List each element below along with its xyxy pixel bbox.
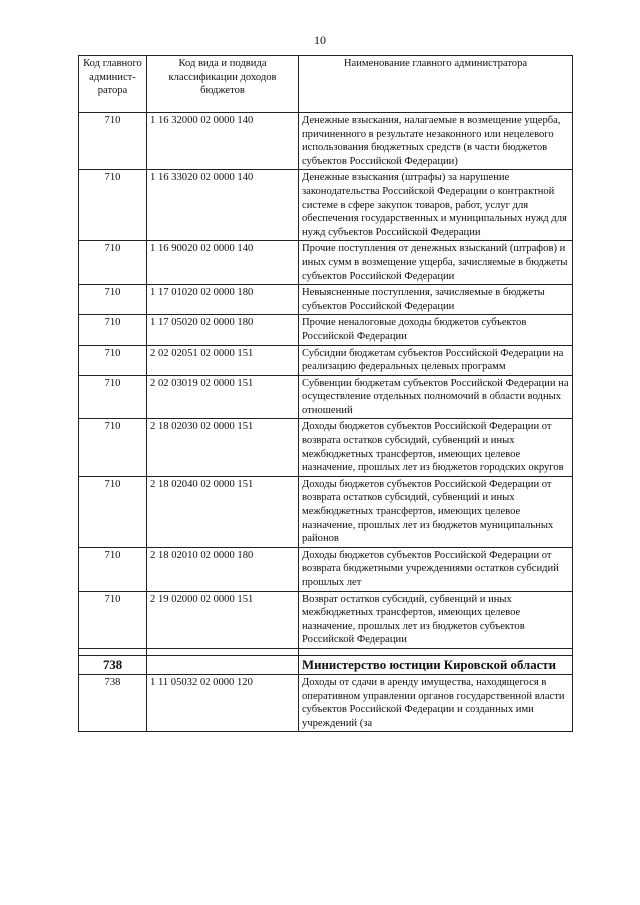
admin-code-cell: 710 <box>79 591 147 648</box>
income-code-cell: 1 16 33020 02 0000 140 <box>147 170 299 241</box>
table-row <box>79 170 573 241</box>
spacer-cell <box>79 648 147 655</box>
table-row <box>79 113 573 170</box>
table-row <box>79 591 573 648</box>
admin-name-cell: Министерство юстиции Кировской области <box>299 655 573 674</box>
admin-name-cell: Невыясненные поступления, зачисляемые в бюджеты субъектов Российской Федерации <box>299 285 573 315</box>
admin-name-cell: Доходы от сдачи в аренду имущества, находящегося в оперативном управлении органов государственной власти субъектов Российской Федерации и созданных ими учреждений (за <box>299 674 573 731</box>
income-code-cell: 1 17 01020 02 0000 180 <box>147 285 299 315</box>
table-row <box>79 476 573 547</box>
admin-code-cell: 710 <box>79 241 147 285</box>
table-header-row <box>79 56 573 113</box>
table-row <box>79 547 573 591</box>
admin-code-cell: 710 <box>79 113 147 170</box>
admin-name-cell: Субвенции бюджетам субъектов Российской Федерации на осуществление отдельных полномочий в области водных отношений <box>299 375 573 419</box>
page-number: 10 <box>314 33 326 47</box>
income-administrators-table <box>78 55 573 732</box>
table-row <box>79 375 573 419</box>
income-code-cell: 2 18 02010 02 0000 180 <box>147 547 299 591</box>
admin-name-cell: Прочие неналоговые доходы бюджетов субъектов Российской Федерации <box>299 315 573 345</box>
income-code-cell: 1 16 32000 02 0000 140 <box>147 113 299 170</box>
table-body <box>79 113 573 732</box>
admin-name-cell: Прочие поступления от денежных взысканий (штрафов) и иных сумм в возмещение ущерба, зачисляемые в бюджеты субъектов Российской Федерации <box>299 241 573 285</box>
admin-code-cell: 738 <box>79 674 147 731</box>
section-spacer-row <box>79 648 573 655</box>
income-code-cell: 2 18 02030 02 0000 151 <box>147 419 299 476</box>
admin-name-cell: Денежные взыскания, налагаемые в возмещение ущерба, причиненного в результате незаконного или нецелевого использования бюджетных средств (в части бюджетов субъектов Российской Федерации) <box>299 113 573 170</box>
table-row <box>79 241 573 285</box>
table-row <box>79 285 573 315</box>
admin-code-cell: 710 <box>79 419 147 476</box>
admin-code-cell: 710 <box>79 476 147 547</box>
income-code-cell: 2 02 03019 02 0000 151 <box>147 375 299 419</box>
table-row <box>79 419 573 476</box>
income-code-cell <box>147 655 299 674</box>
header-income-code: Код вида и подвида классификации доходов бюджетов <box>147 56 299 113</box>
table-row <box>79 345 573 375</box>
income-code-cell: 2 19 02000 02 0000 151 <box>147 591 299 648</box>
table-row <box>79 315 573 345</box>
table-row <box>79 674 573 731</box>
spacer-cell <box>147 648 299 655</box>
admin-code-cell: 710 <box>79 375 147 419</box>
admin-name-cell: Возврат остатков субсидий, субвенций и иных межбюджетных трансфертов, имеющих целевое назначение, прошлых лет из бюджетов субъектов Российской Федерации <box>299 591 573 648</box>
spacer-cell <box>299 648 573 655</box>
section-header-row <box>79 655 573 674</box>
income-code-cell: 2 18 02040 02 0000 151 <box>147 476 299 547</box>
admin-name-cell: Доходы бюджетов субъектов Российской Федерации от возврата бюджетными учреждениями остатков субсидий прошлых лет <box>299 547 573 591</box>
admin-code-cell: 738 <box>79 655 147 674</box>
admin-name-cell: Доходы бюджетов субъектов Российской Федерации от возврата остатков субсидий, субвенций и иных межбюджетных трансфертов, имеющих целевое назначение, прошлых лет из бюджетов муниципальных районов <box>299 476 573 547</box>
admin-code-cell: 710 <box>79 547 147 591</box>
admin-code-cell: 710 <box>79 170 147 241</box>
admin-name-cell: Денежные взыскания (штрафы) за нарушение законодательства Российской Федерации о контрактной системе в сфере закупок товаров, работ, услуг для обеспечения государственных и муниципальных нужд для нужд субъектов Российской Федерации <box>299 170 573 241</box>
admin-code-cell: 710 <box>79 345 147 375</box>
admin-code-cell: 710 <box>79 285 147 315</box>
income-code-cell: 2 02 02051 02 0000 151 <box>147 345 299 375</box>
income-code-cell: 1 16 90020 02 0000 140 <box>147 241 299 285</box>
admin-name-cell: Доходы бюджетов субъектов Российской Федерации от возврата остатков субсидий, субвенций и иных межбюджетных трансфертов, имеющих целевое назначение, прошлых лет из бюджетов городских округов <box>299 419 573 476</box>
admin-name-cell: Субсидии бюджетам субъектов Российской Федерации на реализацию федеральных целевых программ <box>299 345 573 375</box>
income-code-cell: 1 11 05032 02 0000 120 <box>147 674 299 731</box>
income-code-cell: 1 17 05020 02 0000 180 <box>147 315 299 345</box>
header-admin-code: Код главного админист-ратора <box>79 56 147 113</box>
admin-code-cell: 710 <box>79 315 147 345</box>
header-admin-name: Наименование главного администратора <box>299 56 573 113</box>
